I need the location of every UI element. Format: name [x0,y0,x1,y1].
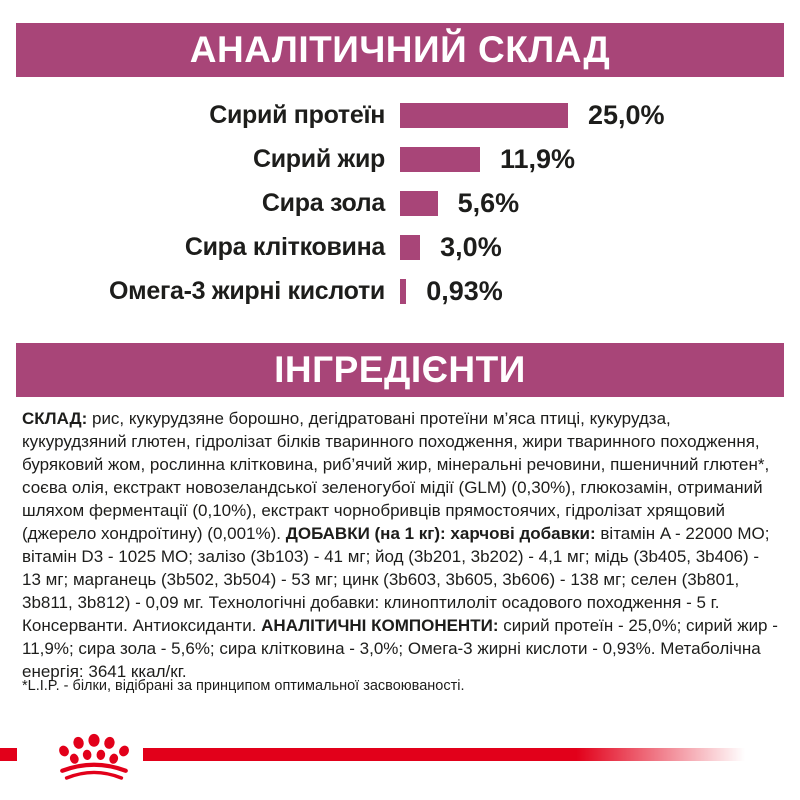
chart-value-label: 25,0% [588,99,665,130]
red-stripe-left [0,748,17,761]
chart-value-label: 0,93% [426,275,503,306]
section-header-analytical [16,23,784,77]
ingredients-text-segment: сирий протеїн - 25,0%; сирий жир - 11,9%; сира зола - 5,6%; сира клітковина - 3,0%; Омега-3 жирні кислоти - 0,93%. Метаболічна енергія: 3641 ккал/кг. [22,616,778,681]
ingredients-bold-segment: СКЛАД: [22,409,92,428]
chart-category-label: Омега-3 жирні кислоти [109,276,385,305]
chart-value-label: 3,0% [440,231,502,262]
chart-bar [400,103,568,128]
chart-category-label: Сира клітковина [184,232,385,261]
chart-row [0,225,800,269]
chart-bar [400,191,438,216]
chart-bar [400,235,420,260]
analytical-composition-chart [0,93,800,313]
lip-footnote: *L.I.P. - білки, відібрані за принципом оптимальної засвоюваності. [22,678,465,694]
analytical-section-title: АНАЛІТИЧНИЙ СКЛАД [189,29,611,70]
ingredients-text-segment: вітамін A - 22000 МО; вітамін D3 - 1025 МО; залізо (3b103) - 41 мг; йод (3b201, 3b202) - 4,1 мг; мідь (3b405, 3b406) - 13 мг; марганець (3b502, 3b504) - 53 мг; цинк (3b603, 3b605, 3b606) - 138 мг; селен (3b801, 3b811, 3b812) - 0,09 мг. Технологічні добавки: клиноптилоліт осадового походження - 5 г. Консерванти. Антиоксиданти. [22,524,770,635]
chart-row [0,269,800,313]
chart-row [0,181,800,225]
chart-row [0,93,800,137]
chart-category-label: Сирий протеїн [209,100,385,129]
section-header-ingredients [16,343,784,397]
royal-canin-crown-icon [51,733,137,781]
chart-value-label: 5,6% [457,187,520,218]
chart-category-label: Сирий жир [252,144,385,173]
chart-category-label: Сира зола [261,188,385,217]
ingredients-text-segment: рис, кукурудзяне борошно, дегідратовані протеїни м’яса птиці, кукурудза, кукурудзяний глютен, гідролізат білків тваринного походження, жири тваринного походження, буряковий жом, рослинна клітковина, риб’ячий жир, мінеральні речовини, пшеничний глютен*, соєва олія, екстракт новозеландської зеленогубої мідії (GLM) (0,30%), глюкозамін, отриманий шляхом ферментації (0,10%), екстракт чорнобривців прямостоячих, гідролізат хрящовий (джерело хондроїтину) (0,001%). [22,409,770,543]
ingredients-paragraph [22,407,779,683]
red-stripe-right [143,748,745,761]
chart-bar [400,147,480,172]
chart-row [0,137,800,181]
chart-bar [400,279,406,304]
ingredients-bold-segment: АНАЛІТИЧНІ КОМПОНЕНТИ: [261,616,504,635]
ingredients-section-title: ІНГРЕДІЄНТИ [274,349,526,390]
ingredients-bold-segment: ДОБАВКИ (на 1 кг): харчові добавки: [285,524,601,543]
chart-value-label: 11,9% [499,143,576,174]
